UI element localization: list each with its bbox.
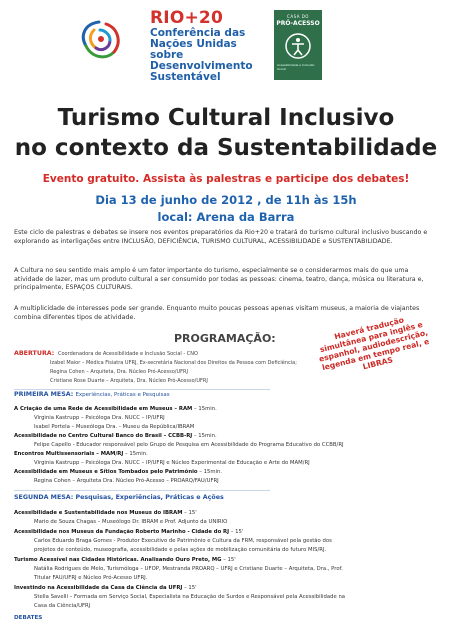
- rio20-line: Conferência das: [150, 26, 246, 39]
- talk-duration: – 15': [182, 510, 197, 516]
- talk-title: Acessibilidade no Centro Cultural Banco do Brasil – CCBB-RJ: [14, 433, 193, 439]
- translation-stamp: Haverá tradução simultânea para inglês e espanhol, audiodescrição, legenda em tempo real, e LIBRAS: [318, 315, 431, 373]
- talk-title: Encontros Multissensoriais – MAM/RJ: [14, 451, 124, 457]
- abertura-label: ABERTURA:: [14, 350, 55, 357]
- speaker: projetos de conteúdo, museografia, acessibilidade e pelas ações de mobilização comunitária do futuro MIS/RJ.: [34, 547, 327, 553]
- speaker: Regina Cohen – Arquiteta Dra. Núcleo Pró-Acesso – PROARQ/FAU/UFRJ: [34, 478, 219, 484]
- event-date: Dia 13 de junho de 2012 , de 11h às 15h: [95, 193, 357, 207]
- mesa2-item: [14, 510, 197, 516]
- talk-duration: – 15min.: [123, 451, 148, 457]
- speaker: Felipe Capello - Educador responsável pelo Grupo de Pesquisa em Acessibilidade do Programa Educativo do CCBB/RJ: [34, 442, 344, 448]
- rio20-logo-icon: [64, 8, 134, 78]
- talk-duration: – 15': [182, 585, 197, 591]
- speaker: Stella Savelli – Formada em Serviço Social, Especialista na Educação de Surdos e Responsável pela Acessibilidade na: [34, 594, 346, 600]
- talk-title: Turismo Acessível nas Cidades Históricas. Analisando Ouro Preto, MG: [14, 557, 222, 563]
- mesa1-item: [14, 451, 148, 457]
- rio20-line: Desenvolvimento: [150, 59, 253, 72]
- abertura-person: Regina Cohen – Arquiteta, Dra. Núcleo Pró-Acesso/UFRJ: [50, 369, 188, 375]
- mesa2-item: [14, 529, 243, 535]
- mesa1-label: [14, 391, 170, 398]
- talk-duration: – 15': [221, 557, 236, 563]
- talk-title: Investindo na Acessibilidade da Casa da Ciência da UFRJ: [14, 585, 183, 591]
- mesa1-label-text: PRIMEIRA MESA:: [14, 391, 74, 398]
- speaker: Isabel Portela – Museóloga Dra. - Museu da República/IBRAM: [34, 424, 195, 430]
- speaker: Mario de Souza Chagas – Museólogo Dr. IBRAM e Prof. Adjunto da UNIRIO: [34, 519, 228, 525]
- main-title: [0, 104, 452, 164]
- title-line-1: Turismo Cultural Inclusivo: [57, 105, 395, 131]
- pro-acesso-logo: [274, 10, 322, 80]
- divider: [14, 389, 270, 390]
- pro-acesso-small: CASA DO: [287, 14, 309, 19]
- rio20-line: Sustentável: [150, 70, 221, 83]
- abertura-person: Izabel Maior – Médica Fisiatra UFRJ, Ex-secretária Nacional dos Direitos da Pessoa com Deficiência;: [50, 360, 297, 366]
- talk-duration: – 15min.: [192, 433, 217, 439]
- mesa2-item: [14, 557, 236, 563]
- mesa1-title: Experiências, Práticas e Pesquisas: [75, 392, 170, 398]
- mesa2-item: [14, 585, 197, 591]
- mesa2-label-text: SEGUNDA MESA:: [14, 494, 74, 501]
- rio20-line: sobre: [150, 48, 184, 61]
- talk-title: A Criação de uma Rede de Acessibilidade em Museus – RAM: [14, 406, 193, 412]
- title-line-2: no contexto da Sustentabilidade: [14, 134, 438, 161]
- talk-duration: – 15': [229, 529, 244, 535]
- abertura-note: Coordenadora de Acessibilidade e Inclusão Social - CNO: [58, 351, 198, 357]
- speaker: Virginia Kastrupp – Psicóloga Dra. NUCC – IP/UFRJ e Núcleo Experimental de Educação e Arte do MAM/RJ: [34, 460, 310, 466]
- mesa1-item: [14, 433, 217, 439]
- free-event-note: Evento gratuito. Assista às palestras e participe dos debates!: [42, 173, 410, 185]
- mesa2-label: [14, 494, 224, 501]
- speaker: Virginia Kastrupp – Psicóloga Dra. NUCC – IP/UFRJ: [34, 415, 165, 421]
- mesa1-item: [14, 469, 222, 475]
- speaker: Carlos Eduardo Braga Gomes - Produtor Executivo de Patrimônio e Cultura da FRM, responsável pela gestão dos: [34, 538, 332, 544]
- intro-paragraph: Este ciclo de palestras e debates se insere nos eventos preparatórios da Rio+20 e tratará do turismo cultural inclusivo buscando e explorando as interligações entre INCLUSÃO, DEFICIÊNCIA, TURISMO CULTURAL, ACESSIBILIDADE e SUSTENTABILIDADE.: [14, 229, 428, 245]
- speaker: Casa da Ciência/UFRJ: [34, 603, 91, 609]
- speaker: Titular FAU/UFRJ e Núcleo Pró-Acesso UFRJ.: [34, 575, 148, 581]
- debates-label: DEBATES: [14, 615, 43, 621]
- mesa2-title: Pesquisas, Experiências, Práticas e Ações: [75, 494, 224, 501]
- talk-duration: – 15min.: [197, 469, 222, 475]
- intro-paragraph: A multiplicidade de interesses pode ser grande. Enquanto muito poucas pessoas apenas visitam museus, a maioria de viajantes combina diferentes tipos de atividade.: [14, 305, 420, 321]
- rio20-title: RIO+20: [150, 8, 223, 28]
- abertura-person: Cristiane Rose Duarte – Arquiteta, Dra. Núcleo Pró-Acesso/UFRJ: [50, 378, 208, 384]
- accessibility-icon: [284, 32, 312, 60]
- pro-acesso-name: PRÓ-ACESSO: [276, 20, 320, 27]
- talk-title: Acessibilidade nos Museus da Fundação Roberto Marinho - Cidade do RJ: [14, 529, 230, 535]
- divider: [14, 490, 270, 491]
- talk-duration: – 15min.: [192, 406, 217, 412]
- talk-title: Acessibilidade em Museus e Sítios Tombados pelo Patrimônio: [14, 469, 198, 475]
- speaker: Natália Rodrigues de Melo, Turismóloga – UFOP, Mestranda PROARQ – UFRJ e Cristiane Duarte – Arquiteta, Dra., Prof.: [34, 566, 343, 572]
- talk-title: Acessibilidade e Sustentabilidade nos Museus do IBRAM: [14, 510, 183, 516]
- rio20-line: Nações Unidas: [150, 37, 237, 50]
- pro-acesso-desc: Acessibilidade e Inclusão Social: [277, 63, 315, 71]
- event-place: local: Arena da Barra: [157, 210, 295, 224]
- rio20-wordmark: [150, 10, 253, 83]
- intro-paragraph: A Cultura no seu sentido mais amplo é um fator importante do turismo, especialmente se o considerarmos mais do que uma atividade de lazer, mas um produto cultural a ser consumido por todas as pessoas: cinema, teatro, dança, música ou literatura e, principalmente, ESPAÇOS CULTURAIS.: [14, 267, 424, 292]
- program-heading: PROGRAMAÇÃO:: [174, 332, 276, 345]
- mesa1-item: [14, 406, 217, 412]
